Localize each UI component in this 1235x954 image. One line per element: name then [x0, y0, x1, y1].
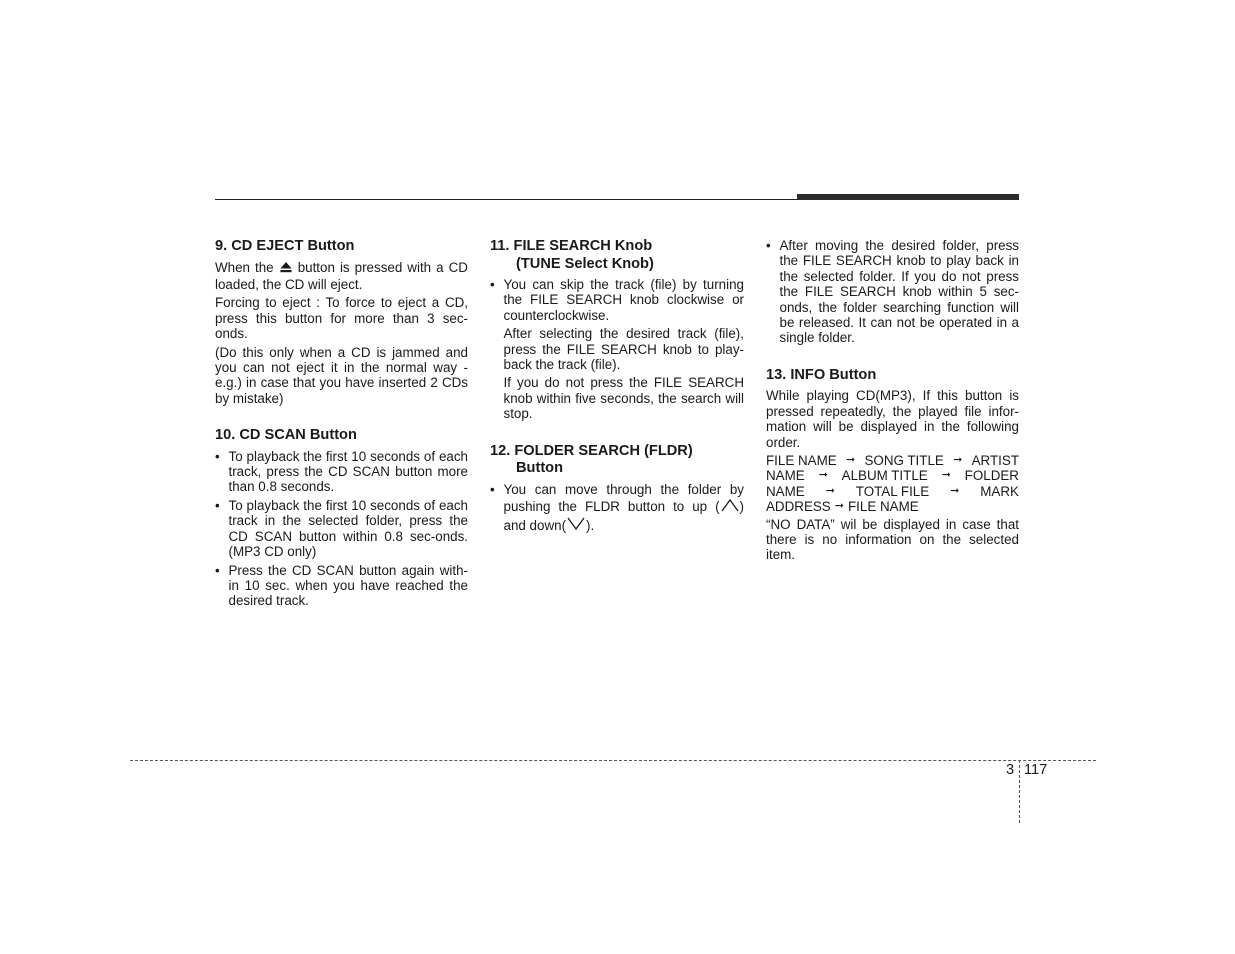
file-search-paragraph-1: After selecting the desired track (file), press the FILE SEARCH knob to play-back the track (file).: [503, 326, 744, 373]
list-item: • To playback the first 10 seconds of each track in the selected folder, press the CD SCAN button within 0.8 sec-onds. (MP3 CD only): [215, 498, 468, 560]
cd-scan-list: [215, 449, 468, 609]
column-right: [766, 238, 1019, 566]
cd-eject-paragraph-1: When the button is pressed with a CD loaded, the CD will eject.: [215, 259, 468, 292]
list-item: • Press the CD SCAN button again with-in 10 sec. when you have reached the desired track.: [215, 563, 468, 609]
column-middle: [490, 238, 744, 539]
arrow-icon: ➞: [818, 469, 828, 482]
footer-dashed-divider: [1019, 760, 1020, 823]
eject-icon: [279, 260, 293, 277]
up-chevron-icon: [720, 497, 740, 516]
cd-eject-paragraph-3: (Do this only when a CD is jammed and you can not eject it in the normal way - e.g.) in case that you have inserted 2 CDs by mistake): [215, 344, 468, 406]
info-flow-item: NAME: [766, 468, 805, 484]
chapter-number: 3: [1006, 762, 1015, 778]
arrow-icon: ➞: [941, 469, 951, 482]
down-chevron-icon: [566, 516, 586, 535]
section-heading-folder-search: 12. FOLDER SEARCH (FLDR) Button: [490, 442, 693, 477]
info-flow-item: MARK: [980, 483, 1019, 499]
section-heading-cd-eject: 9. CD EJECT Button: [215, 238, 355, 254]
section-heading-info: 13. INFO Button: [766, 366, 877, 383]
page-number: 117: [1024, 762, 1048, 778]
info-flow-item: FOLDER: [964, 468, 1019, 484]
info-display-order: [766, 453, 1019, 515]
folder-search-continued-list: [766, 238, 1019, 346]
list-item: • You can move through the folder by pushing the FLDR button to up ( ) and down( ).: [490, 482, 744, 536]
info-flow-line: [766, 468, 1019, 483]
file-search-paragraph-2: If you do not press the FILE SEARCH knob within five seconds, the search will stop.: [503, 375, 744, 422]
info-flow-item: FILE NAME: [766, 452, 837, 468]
section-heading-cd-scan: 10. CD SCAN Button: [215, 427, 357, 444]
list-item: • After moving the desired folder, press the FILE SEARCH knob to play back in the selected folder. If you do not press the FILE SEARCH knob within 5 sec-onds, the folder searching function will be released. It can not be operated in a single folder.: [766, 238, 1019, 346]
info-flow-item: NAME: [766, 483, 805, 499]
info-flow-line: [766, 499, 1019, 514]
info-flow-line: [766, 484, 1019, 499]
arrow-icon: ➞: [845, 453, 856, 466]
header-tab: [797, 194, 1019, 200]
info-flow-line: [766, 453, 1019, 468]
info-flow-item: ALBUM TITLE: [841, 468, 928, 484]
arrow-icon: ➞: [825, 484, 835, 497]
info-flow-item: TOTAL FILE: [855, 483, 930, 499]
info-flow-item: SONG TITLE: [864, 452, 944, 468]
info-paragraph-1: While playing CD(MP3), If this button is pressed repeatedly, the played file infor-mation will be displayed in the following order.: [766, 388, 1019, 450]
info-flow-item: FILE NAME: [847, 499, 919, 515]
cd-eject-paragraph-2: Forcing to eject : To force to eject a CD, press this button for more than 3 sec-onds.: [215, 295, 468, 342]
arrow-icon: ➞: [953, 453, 963, 466]
footer-dashed-rule: [130, 760, 1096, 761]
list-item: • To playback the first 10 seconds of each track, press the CD SCAN button more than 0.8 seconds.: [215, 449, 468, 495]
info-paragraph-2: “NO DATA” wil be displayed in case that there is no information on the selected item.: [766, 516, 1019, 563]
list-item: • You can skip the track (file) by turning the FILE SEARCH knob clockwise or counterclockwise.: [490, 277, 744, 323]
column-left: [215, 238, 468, 612]
file-search-list: [490, 277, 744, 323]
folder-search-list: [490, 482, 744, 536]
arrow-icon: ➞: [950, 484, 960, 497]
info-flow-item: ARTIST: [971, 452, 1019, 468]
section-heading-file-search: 11. FILE SEARCH Knob (TUNE Select Knob): [490, 238, 654, 272]
arrow-icon: ➞: [834, 500, 844, 513]
info-flow-item: ADDRESS: [766, 499, 831, 515]
